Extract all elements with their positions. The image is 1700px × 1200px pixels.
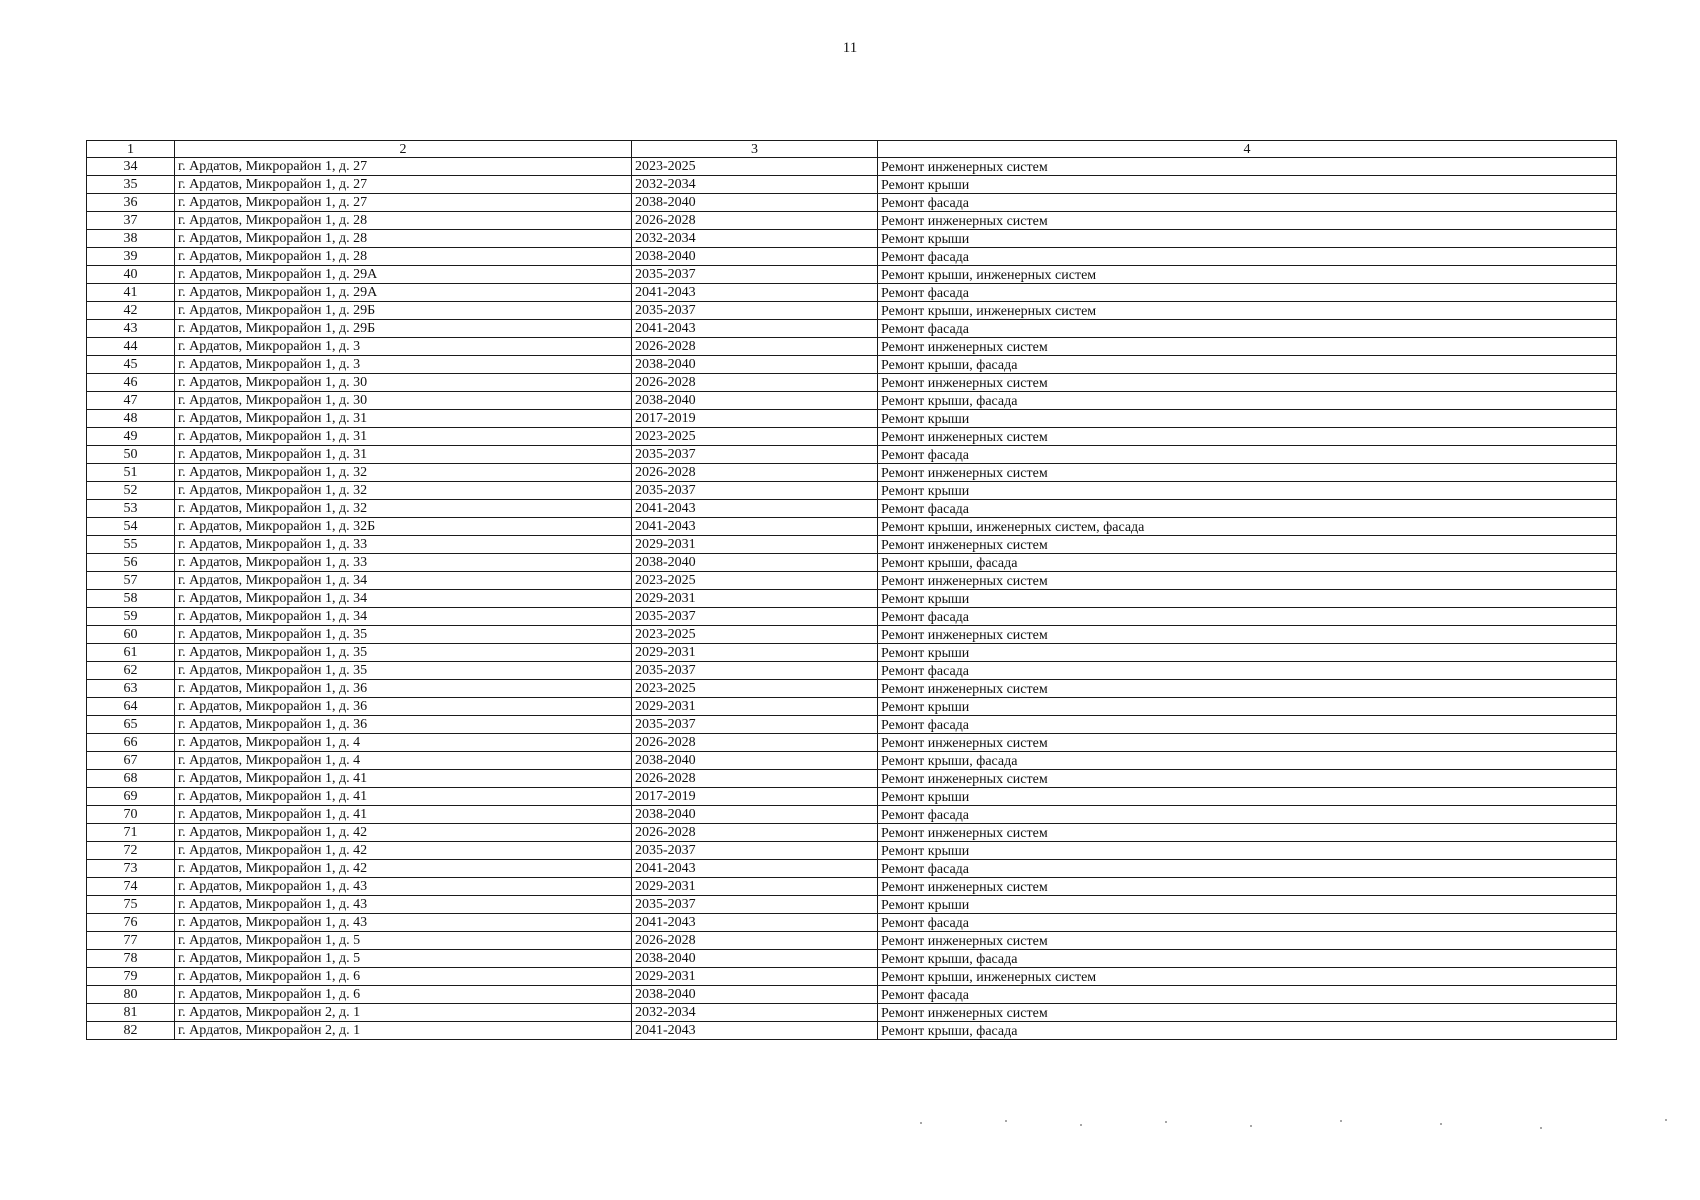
address-cell: г. Ардатов, Микрорайон 1, д. 31	[175, 428, 632, 446]
row-number-cell: 48	[87, 410, 175, 428]
table-row	[87, 284, 1617, 302]
row-number-cell: 78	[87, 950, 175, 968]
row-number-cell: 46	[87, 374, 175, 392]
period-cell: 2029-2031	[632, 590, 878, 608]
address-cell: г. Ардатов, Микрорайон 1, д. 30	[175, 392, 632, 410]
address-cell: г. Ардатов, Микрорайон 1, д. 27	[175, 158, 632, 176]
row-number-cell: 80	[87, 986, 175, 1004]
work-type-cell: Ремонт фасада	[878, 248, 1617, 266]
table-row	[87, 590, 1617, 608]
address-cell: г. Ардатов, Микрорайон 1, д. 29А	[175, 284, 632, 302]
table-row	[87, 338, 1617, 356]
header-col-3: 3	[632, 141, 878, 158]
work-type-cell: Ремонт крыши	[878, 590, 1617, 608]
work-type-cell: Ремонт крыши, фасада	[878, 392, 1617, 410]
table-row	[87, 986, 1617, 1004]
work-type-cell: Ремонт крыши	[878, 482, 1617, 500]
address-cell: г. Ардатов, Микрорайон 1, д. 35	[175, 626, 632, 644]
work-type-cell: Ремонт фасада	[878, 860, 1617, 878]
table-row	[87, 932, 1617, 950]
row-number-cell: 34	[87, 158, 175, 176]
period-cell: 2026-2028	[632, 212, 878, 230]
row-number-cell: 43	[87, 320, 175, 338]
row-number-cell: 70	[87, 806, 175, 824]
address-cell: г. Ардатов, Микрорайон 1, д. 42	[175, 824, 632, 842]
row-number-cell: 37	[87, 212, 175, 230]
row-number-cell: 68	[87, 770, 175, 788]
row-number-cell: 60	[87, 626, 175, 644]
period-cell: 2038-2040	[632, 950, 878, 968]
address-cell: г. Ардатов, Микрорайон 1, д. 32Б	[175, 518, 632, 536]
work-type-cell: Ремонт фасада	[878, 806, 1617, 824]
table-row	[87, 320, 1617, 338]
period-cell: 2038-2040	[632, 806, 878, 824]
row-number-cell: 38	[87, 230, 175, 248]
period-cell: 2041-2043	[632, 1022, 878, 1040]
address-cell: г. Ардатов, Микрорайон 1, д. 35	[175, 662, 632, 680]
table-row	[87, 950, 1617, 968]
table-row	[87, 230, 1617, 248]
work-type-cell: Ремонт фасада	[878, 446, 1617, 464]
address-cell: г. Ардатов, Микрорайон 1, д. 42	[175, 842, 632, 860]
row-number-cell: 72	[87, 842, 175, 860]
work-type-cell: Ремонт инженерных систем	[878, 626, 1617, 644]
row-number-cell: 36	[87, 194, 175, 212]
work-type-cell: Ремонт инженерных систем	[878, 932, 1617, 950]
table-row	[87, 698, 1617, 716]
work-type-cell: Ремонт крыши	[878, 698, 1617, 716]
table-row	[87, 806, 1617, 824]
table-row	[87, 608, 1617, 626]
row-number-cell: 39	[87, 248, 175, 266]
work-type-cell: Ремонт крыши	[878, 644, 1617, 662]
table-row	[87, 752, 1617, 770]
address-cell: г. Ардатов, Микрорайон 2, д. 1	[175, 1004, 632, 1022]
table-row	[87, 248, 1617, 266]
header-col-1: 1	[87, 141, 175, 158]
period-cell: 2035-2037	[632, 266, 878, 284]
table-row	[87, 1004, 1617, 1022]
work-type-cell: Ремонт фасада	[878, 716, 1617, 734]
header-col-2: 2	[175, 141, 632, 158]
address-cell: г. Ардатов, Микрорайон 1, д. 34	[175, 608, 632, 626]
period-cell: 2038-2040	[632, 392, 878, 410]
work-type-cell: Ремонт фасада	[878, 662, 1617, 680]
address-cell: г. Ардатов, Микрорайон 1, д. 27	[175, 194, 632, 212]
period-cell: 2038-2040	[632, 986, 878, 1004]
row-number-cell: 64	[87, 698, 175, 716]
address-cell: г. Ардатов, Микрорайон 1, д. 6	[175, 986, 632, 1004]
period-cell: 2029-2031	[632, 644, 878, 662]
address-cell: г. Ардатов, Микрорайон 1, д. 28	[175, 230, 632, 248]
row-number-cell: 47	[87, 392, 175, 410]
address-cell: г. Ардатов, Микрорайон 1, д. 35	[175, 644, 632, 662]
period-cell: 2035-2037	[632, 446, 878, 464]
period-cell: 2038-2040	[632, 194, 878, 212]
row-number-cell: 79	[87, 968, 175, 986]
period-cell: 2038-2040	[632, 554, 878, 572]
address-cell: г. Ардатов, Микрорайон 1, д. 42	[175, 860, 632, 878]
address-cell: г. Ардатов, Микрорайон 1, д. 29А	[175, 266, 632, 284]
scan-specks	[920, 1118, 1680, 1138]
period-cell: 2023-2025	[632, 680, 878, 698]
work-type-cell: Ремонт инженерных систем	[878, 374, 1617, 392]
period-cell: 2035-2037	[632, 896, 878, 914]
table-row	[87, 392, 1617, 410]
address-cell: г. Ардатов, Микрорайон 1, д. 32	[175, 500, 632, 518]
table-row	[87, 302, 1617, 320]
period-cell: 2035-2037	[632, 608, 878, 626]
address-cell: г. Ардатов, Микрорайон 1, д. 3	[175, 356, 632, 374]
address-cell: г. Ардатов, Микрорайон 1, д. 27	[175, 176, 632, 194]
address-cell: г. Ардатов, Микрорайон 1, д. 32	[175, 482, 632, 500]
row-number-cell: 58	[87, 590, 175, 608]
row-number-cell: 67	[87, 752, 175, 770]
table-row	[87, 1022, 1617, 1040]
address-cell: г. Ардатов, Микрорайон 1, д. 4	[175, 752, 632, 770]
row-number-cell: 71	[87, 824, 175, 842]
address-cell: г. Ардатов, Микрорайон 1, д. 41	[175, 788, 632, 806]
period-cell: 2023-2025	[632, 428, 878, 446]
address-cell: г. Ардатов, Микрорайон 1, д. 36	[175, 698, 632, 716]
address-cell: г. Ардатов, Микрорайон 1, д. 43	[175, 896, 632, 914]
table-header-row	[87, 141, 1617, 158]
period-cell: 2029-2031	[632, 536, 878, 554]
table-body	[87, 158, 1617, 1040]
row-number-cell: 53	[87, 500, 175, 518]
address-cell: г. Ардатов, Микрорайон 1, д. 28	[175, 212, 632, 230]
work-type-cell: Ремонт крыши	[878, 230, 1617, 248]
period-cell: 2041-2043	[632, 860, 878, 878]
address-cell: г. Ардатов, Микрорайон 1, д. 5	[175, 950, 632, 968]
row-number-cell: 61	[87, 644, 175, 662]
row-number-cell: 44	[87, 338, 175, 356]
row-number-cell: 81	[87, 1004, 175, 1022]
period-cell: 2023-2025	[632, 158, 878, 176]
table-row	[87, 356, 1617, 374]
work-type-cell: Ремонт фасада	[878, 914, 1617, 932]
period-cell: 2032-2034	[632, 1004, 878, 1022]
period-cell: 2029-2031	[632, 698, 878, 716]
row-number-cell: 63	[87, 680, 175, 698]
table-row	[87, 680, 1617, 698]
period-cell: 2029-2031	[632, 968, 878, 986]
period-cell: 2023-2025	[632, 626, 878, 644]
table-row	[87, 374, 1617, 392]
address-cell: г. Ардатов, Микрорайон 1, д. 32	[175, 464, 632, 482]
table-row	[87, 158, 1617, 176]
work-type-cell: Ремонт крыши, инженерных систем	[878, 302, 1617, 320]
work-type-cell: Ремонт крыши, инженерных систем	[878, 266, 1617, 284]
header-col-4: 4	[878, 141, 1617, 158]
work-type-cell: Ремонт фасада	[878, 320, 1617, 338]
table-row	[87, 878, 1617, 896]
table-row	[87, 842, 1617, 860]
period-cell: 2038-2040	[632, 356, 878, 374]
address-cell: г. Ардатов, Микрорайон 1, д. 5	[175, 932, 632, 950]
work-type-cell: Ремонт крыши, фасада	[878, 356, 1617, 374]
table-row	[87, 410, 1617, 428]
work-type-cell: Ремонт инженерных систем	[878, 158, 1617, 176]
period-cell: 2026-2028	[632, 824, 878, 842]
work-type-cell: Ремонт крыши, инженерных систем, фасада	[878, 518, 1617, 536]
work-type-cell: Ремонт инженерных систем	[878, 878, 1617, 896]
address-cell: г. Ардатов, Микрорайон 1, д. 41	[175, 770, 632, 788]
work-type-cell: Ремонт крыши, фасада	[878, 554, 1617, 572]
row-number-cell: 51	[87, 464, 175, 482]
table-row	[87, 176, 1617, 194]
period-cell: 2035-2037	[632, 716, 878, 734]
address-cell: г. Ардатов, Микрорайон 1, д. 6	[175, 968, 632, 986]
repair-schedule-table	[86, 140, 1617, 1040]
table-row	[87, 500, 1617, 518]
address-cell: г. Ардатов, Микрорайон 1, д. 33	[175, 554, 632, 572]
row-number-cell: 73	[87, 860, 175, 878]
address-cell: г. Ардатов, Микрорайон 1, д. 4	[175, 734, 632, 752]
address-cell: г. Ардатов, Микрорайон 1, д. 30	[175, 374, 632, 392]
table-row	[87, 734, 1617, 752]
work-type-cell: Ремонт инженерных систем	[878, 680, 1617, 698]
row-number-cell: 57	[87, 572, 175, 590]
row-number-cell: 77	[87, 932, 175, 950]
table-row	[87, 626, 1617, 644]
address-cell: г. Ардатов, Микрорайон 1, д. 3	[175, 338, 632, 356]
period-cell: 2035-2037	[632, 842, 878, 860]
work-type-cell: Ремонт инженерных систем	[878, 770, 1617, 788]
work-type-cell: Ремонт инженерных систем	[878, 338, 1617, 356]
period-cell: 2023-2025	[632, 572, 878, 590]
row-number-cell: 52	[87, 482, 175, 500]
work-type-cell: Ремонт инженерных систем	[878, 212, 1617, 230]
work-type-cell: Ремонт крыши, фасада	[878, 752, 1617, 770]
work-type-cell: Ремонт инженерных систем	[878, 734, 1617, 752]
table-row	[87, 914, 1617, 932]
period-cell: 2026-2028	[632, 932, 878, 950]
table-row	[87, 860, 1617, 878]
period-cell: 2035-2037	[632, 482, 878, 500]
table-row	[87, 464, 1617, 482]
table-row	[87, 644, 1617, 662]
work-type-cell: Ремонт крыши	[878, 176, 1617, 194]
work-type-cell: Ремонт инженерных систем	[878, 536, 1617, 554]
period-cell: 2026-2028	[632, 338, 878, 356]
work-type-cell: Ремонт инженерных систем	[878, 1004, 1617, 1022]
row-number-cell: 82	[87, 1022, 175, 1040]
row-number-cell: 69	[87, 788, 175, 806]
address-cell: г. Ардатов, Микрорайон 1, д. 43	[175, 878, 632, 896]
table-row	[87, 266, 1617, 284]
period-cell: 2041-2043	[632, 320, 878, 338]
period-cell: 2017-2019	[632, 788, 878, 806]
period-cell: 2032-2034	[632, 230, 878, 248]
table-row	[87, 536, 1617, 554]
table-row	[87, 428, 1617, 446]
address-cell: г. Ардатов, Микрорайон 1, д. 36	[175, 680, 632, 698]
table-row	[87, 194, 1617, 212]
row-number-cell: 55	[87, 536, 175, 554]
table-row	[87, 824, 1617, 842]
table-row	[87, 518, 1617, 536]
period-cell: 2017-2019	[632, 410, 878, 428]
period-cell: 2035-2037	[632, 662, 878, 680]
period-cell: 2041-2043	[632, 284, 878, 302]
work-type-cell: Ремонт крыши, фасада	[878, 1022, 1617, 1040]
table-row	[87, 554, 1617, 572]
table-row	[87, 482, 1617, 500]
address-cell: г. Ардатов, Микрорайон 1, д. 31	[175, 410, 632, 428]
work-type-cell: Ремонт крыши	[878, 410, 1617, 428]
work-type-cell: Ремонт фасада	[878, 284, 1617, 302]
table-row	[87, 446, 1617, 464]
period-cell: 2041-2043	[632, 518, 878, 536]
address-cell: г. Ардатов, Микрорайон 1, д. 33	[175, 536, 632, 554]
address-cell: г. Ардатов, Микрорайон 1, д. 28	[175, 248, 632, 266]
row-number-cell: 76	[87, 914, 175, 932]
row-number-cell: 75	[87, 896, 175, 914]
work-type-cell: Ремонт инженерных систем	[878, 824, 1617, 842]
row-number-cell: 66	[87, 734, 175, 752]
table-row	[87, 212, 1617, 230]
address-cell: г. Ардатов, Микрорайон 2, д. 1	[175, 1022, 632, 1040]
period-cell: 2041-2043	[632, 914, 878, 932]
page-number: 11	[842, 40, 858, 56]
period-cell: 2026-2028	[632, 734, 878, 752]
row-number-cell: 54	[87, 518, 175, 536]
row-number-cell: 59	[87, 608, 175, 626]
period-cell: 2026-2028	[632, 464, 878, 482]
address-cell: г. Ардатов, Микрорайон 1, д. 34	[175, 572, 632, 590]
period-cell: 2041-2043	[632, 500, 878, 518]
table-row	[87, 716, 1617, 734]
address-cell: г. Ардатов, Микрорайон 1, д. 31	[175, 446, 632, 464]
row-number-cell: 35	[87, 176, 175, 194]
work-type-cell: Ремонт фасада	[878, 986, 1617, 1004]
row-number-cell: 56	[87, 554, 175, 572]
row-number-cell: 41	[87, 284, 175, 302]
period-cell: 2038-2040	[632, 248, 878, 266]
work-type-cell: Ремонт крыши, инженерных систем	[878, 968, 1617, 986]
work-type-cell: Ремонт крыши	[878, 842, 1617, 860]
work-type-cell: Ремонт фасада	[878, 194, 1617, 212]
period-cell: 2035-2037	[632, 302, 878, 320]
table-row	[87, 968, 1617, 986]
row-number-cell: 45	[87, 356, 175, 374]
row-number-cell: 65	[87, 716, 175, 734]
address-cell: г. Ардатов, Микрорайон 1, д. 43	[175, 914, 632, 932]
address-cell: г. Ардатов, Микрорайон 1, д. 34	[175, 590, 632, 608]
row-number-cell: 49	[87, 428, 175, 446]
period-cell: 2026-2028	[632, 770, 878, 788]
period-cell: 2026-2028	[632, 374, 878, 392]
work-type-cell: Ремонт фасада	[878, 500, 1617, 518]
table-row	[87, 572, 1617, 590]
work-type-cell: Ремонт инженерных систем	[878, 428, 1617, 446]
table-row	[87, 770, 1617, 788]
address-cell: г. Ардатов, Микрорайон 1, д. 41	[175, 806, 632, 824]
work-type-cell: Ремонт инженерных систем	[878, 464, 1617, 482]
row-number-cell: 42	[87, 302, 175, 320]
table-row	[87, 896, 1617, 914]
row-number-cell: 50	[87, 446, 175, 464]
address-cell: г. Ардатов, Микрорайон 1, д. 29Б	[175, 320, 632, 338]
period-cell: 2029-2031	[632, 878, 878, 896]
row-number-cell: 62	[87, 662, 175, 680]
work-type-cell: Ремонт крыши	[878, 896, 1617, 914]
period-cell: 2032-2034	[632, 176, 878, 194]
work-type-cell: Ремонт крыши	[878, 788, 1617, 806]
address-cell: г. Ардатов, Микрорайон 1, д. 29Б	[175, 302, 632, 320]
row-number-cell: 74	[87, 878, 175, 896]
table-row	[87, 662, 1617, 680]
period-cell: 2038-2040	[632, 752, 878, 770]
row-number-cell: 40	[87, 266, 175, 284]
table-row	[87, 788, 1617, 806]
address-cell: г. Ардатов, Микрорайон 1, д. 36	[175, 716, 632, 734]
work-type-cell: Ремонт инженерных систем	[878, 572, 1617, 590]
work-type-cell: Ремонт фасада	[878, 608, 1617, 626]
work-type-cell: Ремонт крыши, фасада	[878, 950, 1617, 968]
